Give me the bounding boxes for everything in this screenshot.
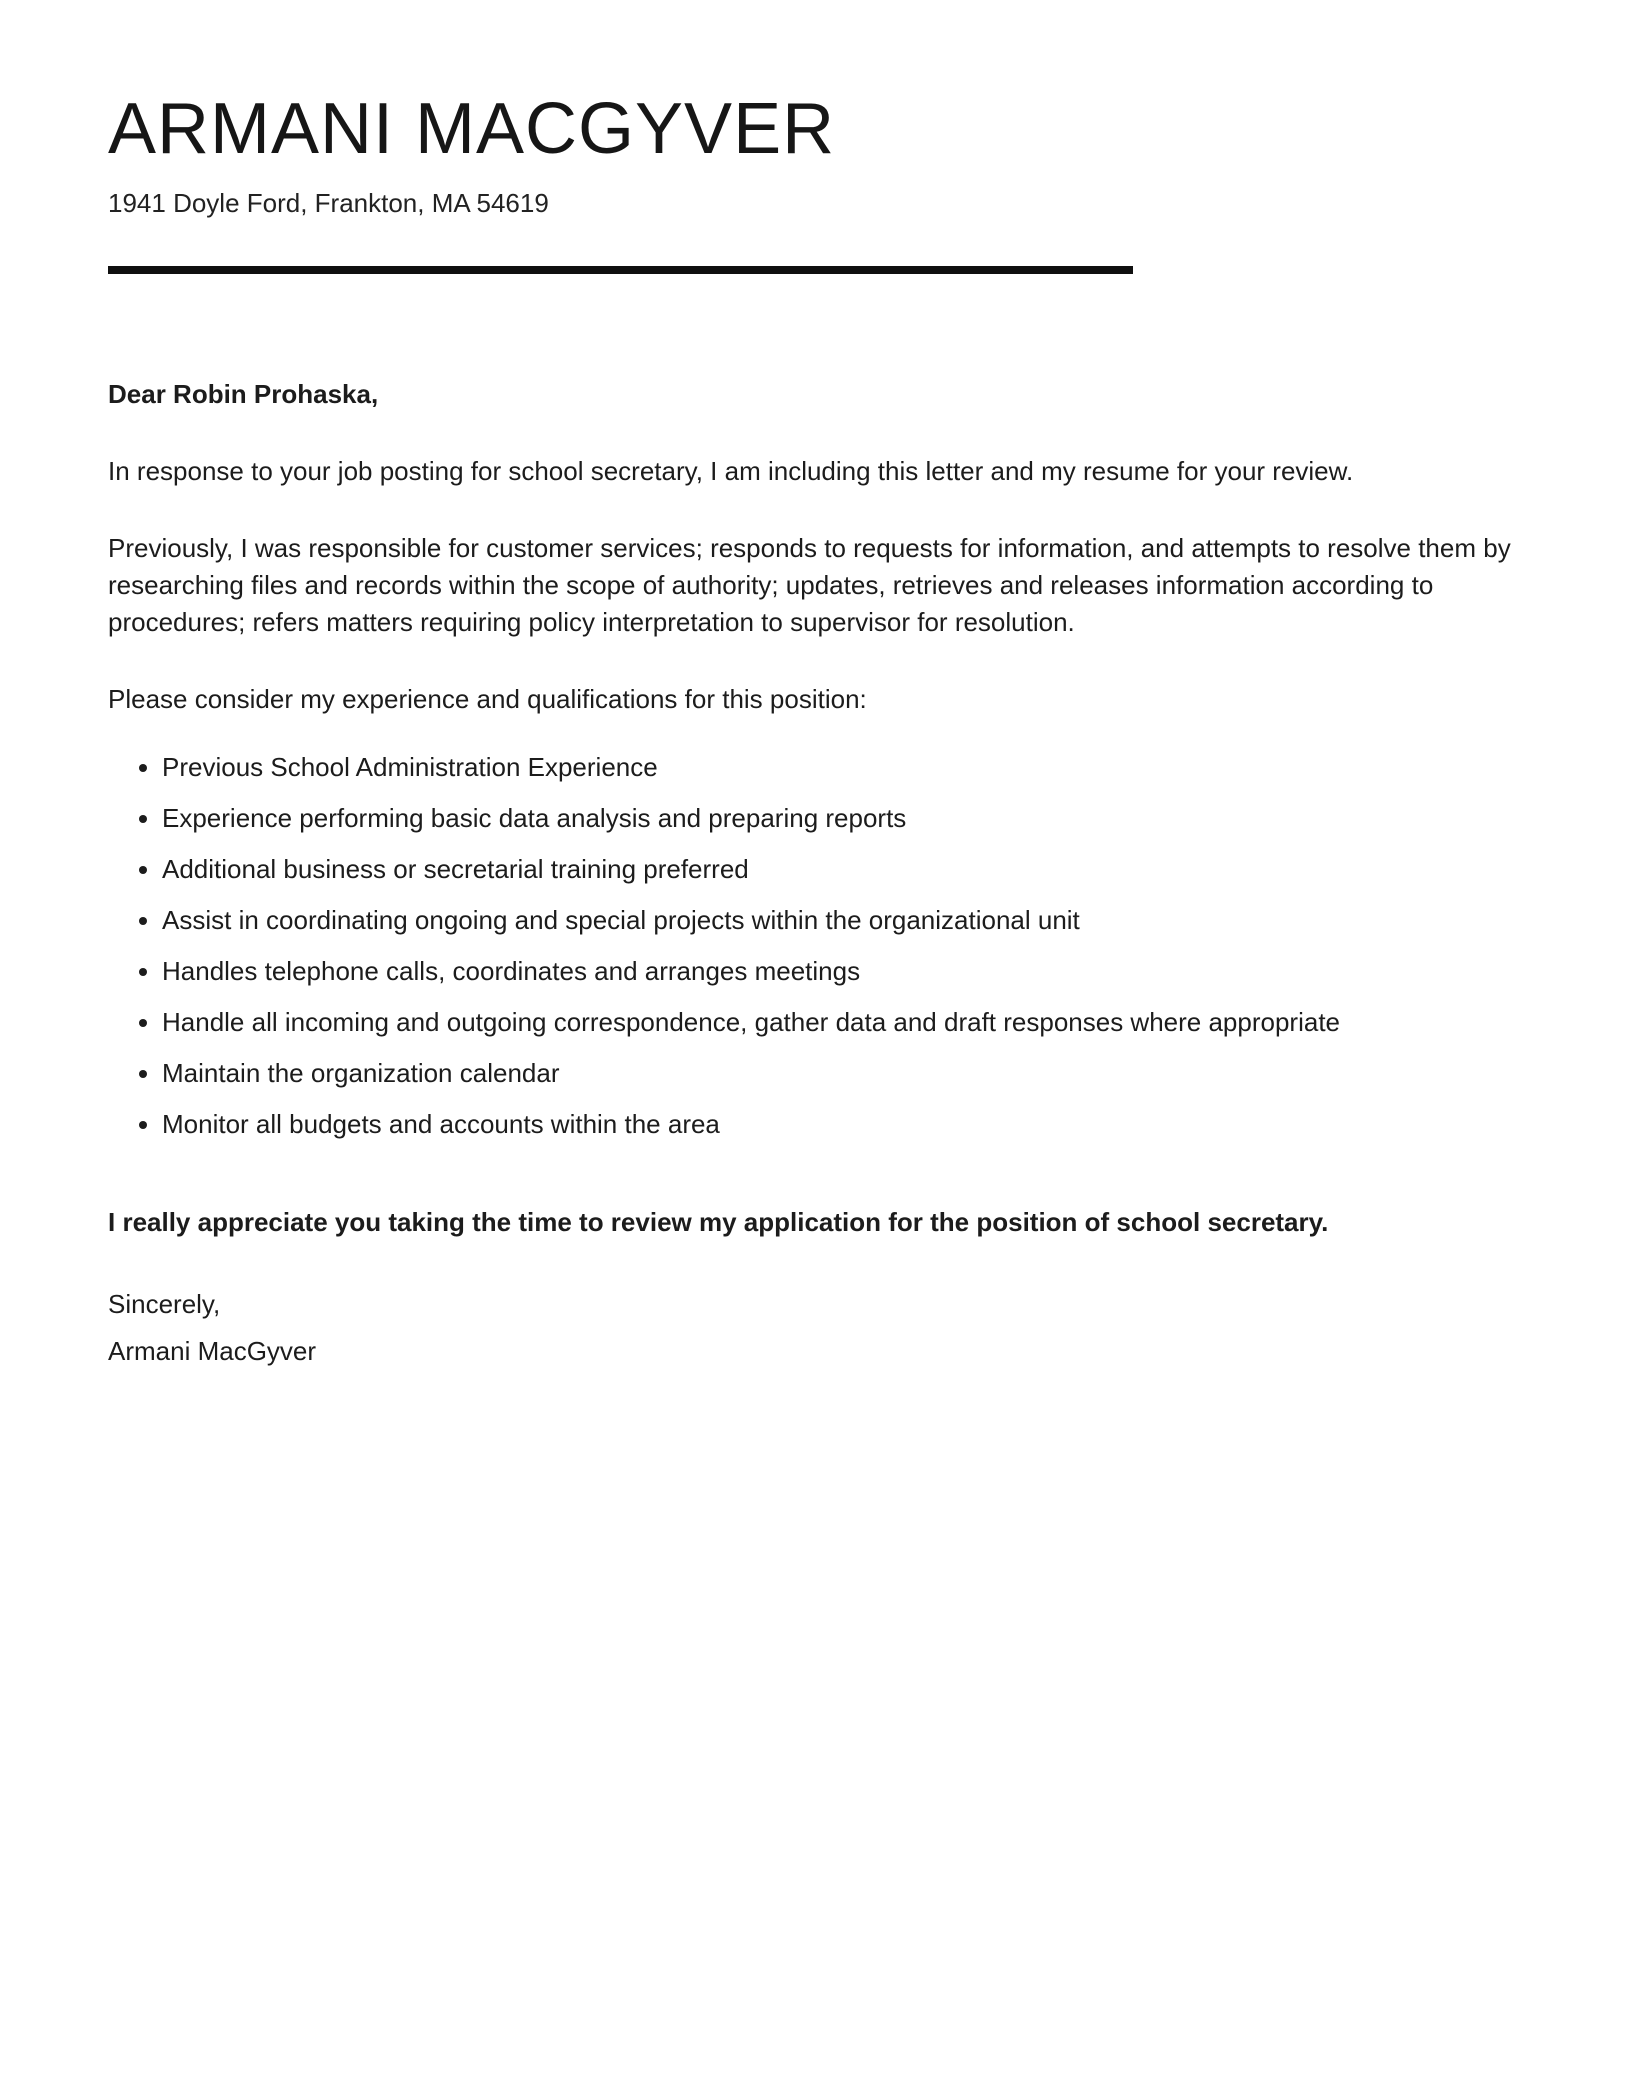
qualifications-intro: Please consider my experience and qualifications for this position:	[108, 683, 867, 714]
salutation: Dear Robin Prohaska,	[108, 379, 379, 410]
signoff: Sincerely,	[108, 1289, 221, 1320]
qualification-item: • Experience performing basic data analysis and preparing reports	[162, 799, 1522, 838]
closing-statement: I really appreciate you taking the time to review my application for the position of school secretary.	[108, 1206, 1329, 1237]
qualification-item: • Handles telephone calls, coordinates and arranges meetings	[162, 952, 1522, 991]
qualifications-list	[108, 748, 1522, 1144]
qualification-item: • Handle all incoming and outgoing correspondence, gather data and draft responses where appropriate	[162, 1003, 1522, 1042]
qualification-item: • Additional business or secretarial training preferred	[162, 850, 1522, 889]
signature-name: Armani MacGyver	[108, 1336, 317, 1367]
intro-paragraph: In response to your job posting for school secretary, I am including this letter and my resume for your review.	[108, 456, 1354, 486]
qualification-item: • Monitor all budgets and accounts within the area	[162, 1105, 1522, 1144]
qualification-item: • Assist in coordinating ongoing and special projects within the organizational unit	[162, 901, 1522, 940]
applicant-name: ARMANI MACGYVER	[108, 89, 836, 169]
qualification-item: • Maintain the organization calendar	[162, 1054, 1522, 1093]
experience-paragraph: Previously, I was responsible for customer services; responds to requests for information, and attempts to resolve them by researching files and records within the scope of authority; updates, retrieves and releases information according to procedures; refers matters requiring policy interpretation to supervisor for resolution.	[108, 532, 1511, 637]
header-divider	[108, 266, 1133, 274]
applicant-address: 1941 Doyle Ford, Frankton, MA 54619	[108, 188, 549, 219]
qualification-item: • Previous School Administration Experience	[162, 748, 1522, 787]
